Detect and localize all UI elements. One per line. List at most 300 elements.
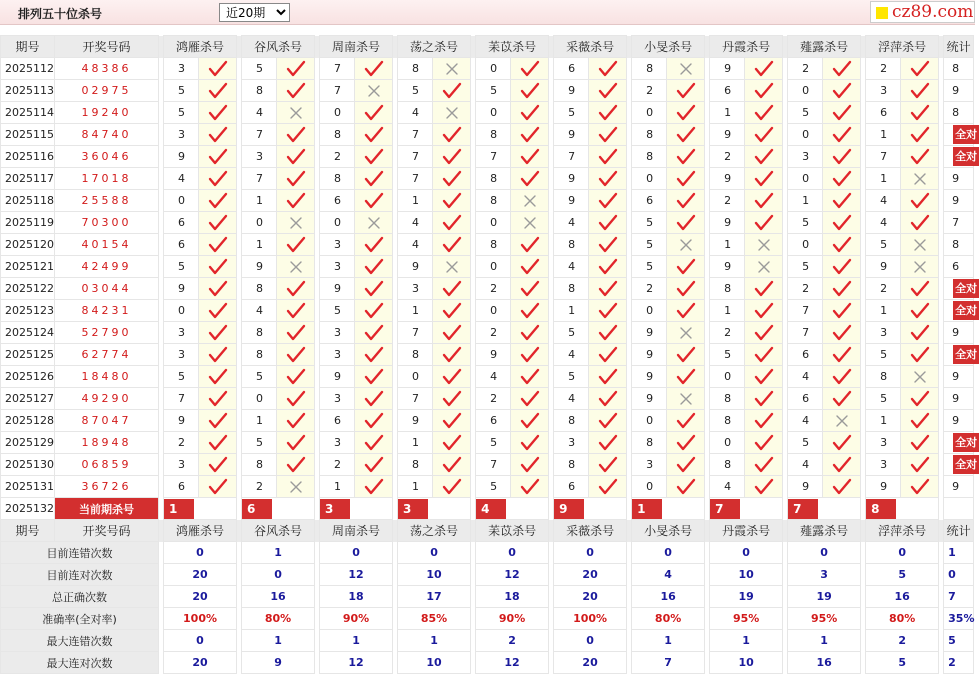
kill-number: 9 — [632, 388, 667, 410]
cross-icon — [511, 190, 549, 212]
check-icon — [823, 102, 861, 124]
winning-number: 70300 — [55, 212, 159, 234]
kill-number: 8 — [476, 190, 511, 212]
header-kill-column: 周南杀号 — [320, 520, 393, 542]
kill-number: 5 — [554, 102, 589, 124]
kill-number: 0 — [632, 476, 667, 498]
check-icon — [199, 432, 237, 454]
check-icon — [745, 168, 783, 190]
current-kill-number: 7 — [788, 499, 818, 519]
header-kill-column: 荡之杀号 — [398, 520, 471, 542]
check-icon — [823, 80, 861, 102]
cross-icon — [277, 102, 315, 124]
check-icon — [199, 278, 237, 300]
row-stat: 8 — [944, 102, 974, 124]
check-icon — [433, 300, 471, 322]
table-row — [1, 146, 974, 168]
kill-number: 2 — [866, 278, 901, 300]
cross-icon — [901, 366, 939, 388]
check-icon — [199, 322, 237, 344]
table-header-row — [1, 36, 974, 58]
kill-number: 8 — [632, 58, 667, 80]
row-stat — [944, 432, 978, 454]
check-icon — [667, 80, 705, 102]
kill-number: 0 — [398, 366, 433, 388]
kill-number: 2 — [476, 278, 511, 300]
stats-value: 10 — [398, 564, 471, 586]
check-icon — [199, 190, 237, 212]
kill-number: 8 — [320, 168, 355, 190]
header-winning: 开奖号码 — [55, 36, 159, 58]
winning-number: 17018 — [55, 168, 159, 190]
kill-number: 9 — [788, 476, 823, 498]
kill-number: 6 — [164, 476, 199, 498]
check-icon — [823, 212, 861, 234]
check-icon — [589, 410, 627, 432]
check-icon — [589, 366, 627, 388]
stats-row — [1, 608, 974, 630]
check-icon — [901, 344, 939, 366]
kill-number: 9 — [554, 124, 589, 146]
row-stat: 6 — [944, 256, 974, 278]
stats-row — [1, 586, 974, 608]
kill-number: 0 — [710, 366, 745, 388]
kill-number: 3 — [632, 454, 667, 476]
logo-text: cz89.com — [892, 2, 974, 22]
kill-number: 0 — [788, 124, 823, 146]
kill-number: 1 — [866, 168, 901, 190]
check-icon — [355, 58, 393, 80]
check-icon — [901, 278, 939, 300]
kill-number: 3 — [320, 432, 355, 454]
kill-number: 4 — [398, 212, 433, 234]
kill-number: 3 — [320, 322, 355, 344]
stats-value: 0 — [398, 542, 471, 564]
kill-number: 4 — [788, 410, 823, 432]
check-icon — [511, 300, 549, 322]
check-icon — [745, 476, 783, 498]
check-icon — [823, 58, 861, 80]
header-winning: 开奖号码 — [55, 520, 159, 542]
kill-number: 0 — [788, 168, 823, 190]
kill-number: 6 — [632, 190, 667, 212]
stats-value: 95% — [710, 608, 783, 630]
check-icon — [745, 102, 783, 124]
check-icon — [433, 432, 471, 454]
check-icon — [199, 344, 237, 366]
all-correct-badge: 全对 — [953, 301, 979, 320]
kill-number: 5 — [632, 256, 667, 278]
stats-value: 0 — [320, 542, 393, 564]
kill-number: 8 — [320, 124, 355, 146]
kill-number: 9 — [164, 278, 199, 300]
check-icon — [433, 124, 471, 146]
row-stat: 8 — [944, 234, 974, 256]
row-stat — [944, 454, 978, 476]
header-kill-column: 薤露杀号 — [788, 36, 861, 58]
check-icon — [433, 366, 471, 388]
row-stat: 9 — [944, 168, 974, 190]
kill-number: 5 — [164, 366, 199, 388]
check-icon — [433, 190, 471, 212]
kill-number: 8 — [476, 234, 511, 256]
check-icon — [511, 476, 549, 498]
winning-number: 40154 — [55, 234, 159, 256]
check-icon — [901, 212, 939, 234]
stats-value: 5 — [866, 564, 939, 586]
row-stat: 8 — [944, 58, 974, 80]
stats-value: 90% — [476, 608, 549, 630]
check-icon — [823, 476, 861, 498]
check-icon — [823, 146, 861, 168]
check-icon — [433, 410, 471, 432]
kill-number: 8 — [632, 432, 667, 454]
check-icon — [511, 432, 549, 454]
current-stat-empty — [944, 498, 974, 520]
kill-number: 0 — [710, 432, 745, 454]
kill-number: 5 — [320, 300, 355, 322]
header-kill-column: 小旻杀号 — [632, 520, 705, 542]
kill-number: 2 — [710, 146, 745, 168]
table-row — [1, 432, 974, 454]
kill-number: 1 — [710, 102, 745, 124]
kill-number: 9 — [866, 256, 901, 278]
check-icon — [277, 190, 315, 212]
kill-number: 8 — [710, 388, 745, 410]
kill-number: 3 — [788, 146, 823, 168]
check-icon — [667, 432, 705, 454]
kill-number: 2 — [710, 190, 745, 212]
stats-value: 19 — [710, 586, 783, 608]
check-icon — [277, 388, 315, 410]
check-icon — [433, 146, 471, 168]
cross-icon — [433, 102, 471, 124]
stats-value: 85% — [398, 608, 471, 630]
issue-number: 2025128 — [1, 410, 55, 432]
check-icon — [823, 124, 861, 146]
check-icon — [199, 212, 237, 234]
kill-number: 6 — [164, 234, 199, 256]
current-kill-number: 3 — [398, 499, 428, 519]
kill-number: 6 — [866, 102, 901, 124]
kill-number: 4 — [398, 234, 433, 256]
stats-value: 19 — [788, 586, 861, 608]
check-icon — [667, 256, 705, 278]
stats-value: 12 — [476, 652, 549, 674]
kill-number: 1 — [320, 476, 355, 498]
kill-number: 7 — [398, 388, 433, 410]
check-icon — [511, 278, 549, 300]
check-icon — [745, 124, 783, 146]
cross-icon — [745, 234, 783, 256]
stats-value: 100% — [554, 608, 627, 630]
kill-number: 9 — [398, 410, 433, 432]
kill-number: 9 — [710, 58, 745, 80]
kill-number: 4 — [788, 366, 823, 388]
kill-number: 0 — [476, 212, 511, 234]
kill-number: 5 — [476, 476, 511, 498]
kill-number: 4 — [788, 454, 823, 476]
stats-value: 20 — [554, 564, 627, 586]
kill-number: 2 — [866, 58, 901, 80]
kill-number: 8 — [476, 124, 511, 146]
kill-number: 5 — [866, 234, 901, 256]
check-icon — [667, 344, 705, 366]
stats-value: 80% — [242, 608, 315, 630]
check-icon — [589, 80, 627, 102]
cross-icon — [355, 80, 393, 102]
kill-number: 3 — [320, 344, 355, 366]
all-correct-badge: 全对 — [953, 345, 979, 364]
table-row — [1, 322, 974, 344]
kill-number: 9 — [164, 146, 199, 168]
table-row — [1, 212, 974, 234]
check-icon — [901, 454, 939, 476]
kill-number: 7 — [788, 322, 823, 344]
issue-number: 2025121 — [1, 256, 55, 278]
kill-number: 7 — [788, 300, 823, 322]
kill-number: 1 — [710, 234, 745, 256]
kill-number: 9 — [554, 168, 589, 190]
cross-icon — [667, 234, 705, 256]
kill-number: 6 — [788, 388, 823, 410]
kill-number: 4 — [554, 256, 589, 278]
kill-number: 1 — [242, 234, 277, 256]
current-kill-cell — [710, 498, 783, 520]
kill-number: 3 — [866, 432, 901, 454]
header-kill-column: 谷风杀号 — [242, 36, 315, 58]
current-kill-cell — [866, 498, 939, 520]
header-kill-column: 荡之杀号 — [398, 36, 471, 58]
kill-number: 3 — [320, 234, 355, 256]
check-icon — [667, 146, 705, 168]
kill-number: 5 — [164, 256, 199, 278]
kill-number: 5 — [866, 344, 901, 366]
check-icon — [823, 432, 861, 454]
kill-number: 0 — [320, 212, 355, 234]
row-stat: 9 — [944, 476, 974, 498]
site-logo[interactable] — [870, 1, 975, 23]
kill-number: 7 — [398, 322, 433, 344]
kill-number: 5 — [476, 432, 511, 454]
stats-value: 12 — [320, 652, 393, 674]
winning-number: 18948 — [55, 432, 159, 454]
stats-value: 95% — [788, 608, 861, 630]
stats-label: 最大连对次数 — [1, 652, 159, 674]
row-stat — [944, 124, 978, 146]
kill-number: 6 — [788, 344, 823, 366]
kill-number: 9 — [554, 80, 589, 102]
check-icon — [433, 454, 471, 476]
check-icon — [433, 234, 471, 256]
kill-number: 6 — [554, 58, 589, 80]
check-icon — [355, 278, 393, 300]
check-icon — [589, 432, 627, 454]
kill-number: 0 — [164, 190, 199, 212]
kill-number: 5 — [242, 366, 277, 388]
header-kill-column: 鸿雁杀号 — [164, 520, 237, 542]
check-icon — [355, 124, 393, 146]
header-stats: 统计 — [944, 520, 974, 542]
check-icon — [589, 256, 627, 278]
stats-summary-value: 2 — [944, 652, 974, 674]
cross-icon — [355, 212, 393, 234]
winning-number: 03044 — [55, 278, 159, 300]
current-kill-cell — [398, 498, 471, 520]
check-icon — [589, 344, 627, 366]
all-correct-badge: 全对 — [953, 455, 979, 474]
stats-value: 20 — [164, 652, 237, 674]
check-icon — [589, 190, 627, 212]
kill-number: 5 — [164, 102, 199, 124]
kill-number: 7 — [398, 124, 433, 146]
stats-value: 0 — [476, 542, 549, 564]
kill-number: 7 — [398, 146, 433, 168]
stats-value: 90% — [320, 608, 393, 630]
check-icon — [901, 432, 939, 454]
kill-number: 0 — [476, 256, 511, 278]
stats-value: 7 — [632, 652, 705, 674]
row-stat: 9 — [944, 366, 974, 388]
check-icon — [277, 278, 315, 300]
cross-icon — [901, 168, 939, 190]
period-select[interactable] — [219, 3, 290, 22]
winning-number: 62774 — [55, 344, 159, 366]
kill-number: 5 — [242, 432, 277, 454]
row-stat: 9 — [944, 80, 974, 102]
kill-number: 0 — [632, 410, 667, 432]
kill-number: 5 — [788, 212, 823, 234]
cross-icon — [433, 58, 471, 80]
stats-value: 10 — [710, 564, 783, 586]
kill-number: 8 — [398, 454, 433, 476]
check-icon — [355, 476, 393, 498]
check-icon — [199, 410, 237, 432]
kill-number: 9 — [476, 344, 511, 366]
stats-value: 80% — [866, 608, 939, 630]
stats-value: 16 — [632, 586, 705, 608]
kill-number: 1 — [398, 300, 433, 322]
stats-value: 20 — [554, 652, 627, 674]
current-kill-cell — [632, 498, 705, 520]
kill-number: 7 — [320, 80, 355, 102]
issue-number: 2025116 — [1, 146, 55, 168]
check-icon — [511, 344, 549, 366]
kill-number: 9 — [632, 344, 667, 366]
current-kill-number: 8 — [866, 499, 896, 519]
all-correct-badge: 全对 — [953, 279, 979, 298]
stats-value: 4 — [632, 564, 705, 586]
table-row — [1, 58, 974, 80]
header-kill-column: 谷风杀号 — [242, 520, 315, 542]
kill-number: 0 — [164, 300, 199, 322]
kill-number: 1 — [710, 300, 745, 322]
check-icon — [901, 388, 939, 410]
check-icon — [199, 476, 237, 498]
check-icon — [589, 454, 627, 476]
check-icon — [589, 146, 627, 168]
cross-icon — [667, 58, 705, 80]
kill-number: 2 — [710, 322, 745, 344]
header-kill-column: 苿苡杀号 — [476, 520, 549, 542]
issue-number: 2025129 — [1, 432, 55, 454]
current-kill-number: 3 — [320, 499, 350, 519]
check-icon — [199, 80, 237, 102]
header-kill-column: 小旻杀号 — [632, 36, 705, 58]
check-icon — [199, 102, 237, 124]
row-stat: 7 — [944, 212, 974, 234]
check-icon — [433, 168, 471, 190]
kill-number: 7 — [242, 168, 277, 190]
check-icon — [823, 234, 861, 256]
stats-summary-value: 7 — [944, 586, 974, 608]
stats-value: 12 — [476, 564, 549, 586]
check-icon — [901, 476, 939, 498]
kill-number: 9 — [710, 256, 745, 278]
header-kill-column: 丹霞杀号 — [710, 520, 783, 542]
winning-number: 48386 — [55, 58, 159, 80]
stats-value: 2 — [866, 630, 939, 652]
check-icon — [433, 80, 471, 102]
kill-number: 7 — [242, 124, 277, 146]
winning-number: 42499 — [55, 256, 159, 278]
stats-row — [1, 564, 974, 586]
kill-number: 7 — [398, 168, 433, 190]
header-kill-column: 周南杀号 — [320, 36, 393, 58]
table-row — [1, 366, 974, 388]
issue-number: 2025118 — [1, 190, 55, 212]
issue-number: 2025112 — [1, 58, 55, 80]
table-row — [1, 344, 974, 366]
kill-number: 4 — [398, 102, 433, 124]
kill-number: 3 — [866, 322, 901, 344]
kill-number-table — [0, 35, 978, 674]
current-kill-cell — [788, 498, 861, 520]
table-header-row — [1, 520, 974, 542]
check-icon — [433, 322, 471, 344]
check-icon — [823, 388, 861, 410]
kill-number: 9 — [866, 476, 901, 498]
kill-number: 2 — [164, 432, 199, 454]
stats-value: 0 — [242, 564, 315, 586]
check-icon — [355, 256, 393, 278]
top-bar — [0, 0, 975, 25]
table-row — [1, 234, 974, 256]
kill-number: 8 — [710, 454, 745, 476]
issue-number: 2025130 — [1, 454, 55, 476]
kill-number: 5 — [398, 80, 433, 102]
check-icon — [277, 344, 315, 366]
check-icon — [823, 344, 861, 366]
stats-value: 100% — [164, 608, 237, 630]
kill-number: 1 — [398, 432, 433, 454]
check-icon — [355, 168, 393, 190]
check-icon — [667, 190, 705, 212]
header-kill-column: 采薇杀号 — [554, 36, 627, 58]
check-icon — [199, 256, 237, 278]
row-stat: 9 — [944, 388, 974, 410]
check-icon — [823, 190, 861, 212]
kill-number: 4 — [866, 190, 901, 212]
current-kill-cell — [476, 498, 549, 520]
check-icon — [667, 476, 705, 498]
stats-value: 1 — [398, 630, 471, 652]
row-stat — [944, 300, 978, 322]
stats-row — [1, 652, 974, 674]
kill-number: 8 — [242, 344, 277, 366]
kill-number: 2 — [476, 388, 511, 410]
check-icon — [901, 300, 939, 322]
